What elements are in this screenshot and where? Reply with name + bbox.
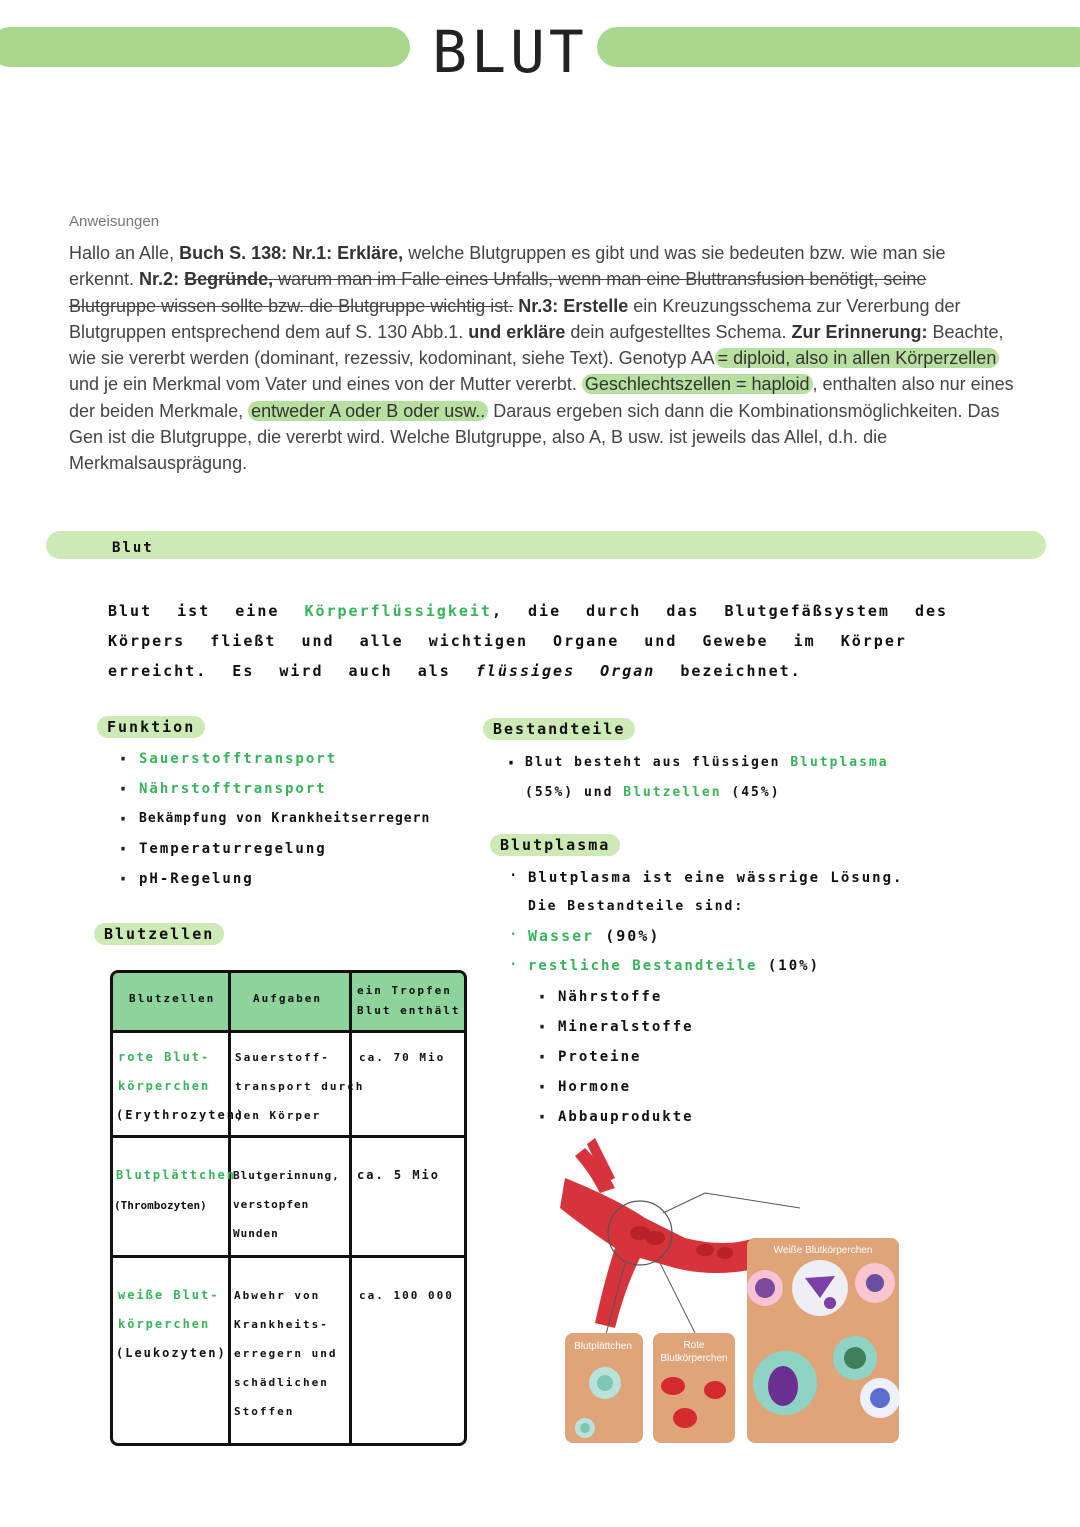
blutplasma-rest: restliche Bestandteile (10%) bbox=[528, 958, 821, 974]
table-cell: ca. 70 Mio bbox=[359, 1051, 446, 1064]
subitem: · Abbauprodukte bbox=[532, 1102, 782, 1132]
table-cell: (Erythrozyten) bbox=[116, 1108, 246, 1122]
label-red-cells-1: Rote bbox=[683, 1340, 705, 1351]
table-cell: (Thrombozyten) bbox=[114, 1199, 207, 1212]
heading-funktion: Funktion bbox=[97, 716, 205, 738]
table-cell: weiße Blut- körperchen bbox=[118, 1288, 220, 1331]
platelets-panel bbox=[565, 1333, 643, 1443]
white-blood-cells-panel bbox=[747, 1238, 900, 1443]
page-title: BLUT bbox=[432, 18, 588, 86]
blutplasma-wasser: Wasser (90%) bbox=[528, 927, 661, 945]
col-header: Aufgaben bbox=[253, 992, 322, 1005]
table-cell: ca. 100 000 bbox=[359, 1289, 454, 1302]
subitem: · Proteine bbox=[532, 1042, 782, 1072]
instructions-text: Hallo an Alle, Buch S. 138: Nr.1: Erkläre, welche Blutgruppen es gibt und was sie bedeuten bzw. wie man sie erkennt. Nr.2: Begründe, warum man im Falle eines Unfalls, wenn man eine Bluttransfusion benötigt, seine Blutgruppe wissen sollte bzw. die Blutgruppe wichtig ist. Nr.3: Erstelle ein Kreuzungsschema zur Vererbung der Blutgruppen entsprechend dem auf S. 130 Abb.1. und erkläre dein aufgestelltes Schema. Zur Erinnerung: Beachte, wie sie vererbt werden (dominant, rezessiv, kodominant, siehe Text). Genotyp AA = diploid, also in allen Körperzellen und je ein Merkmal vom Vater und eines von der Mutter vererbt. Geschlechtszellen = haploid , enthalten also nur eines der beiden Merkmale, entweder A oder B oder usw.. Daraus ergeben sich dann die Kombinationsmöglichkeiten. Das Gen ist die Blutgruppe, die vererbt wird. Welche Blutgruppe, also A, B usw. ist jeweils das Allel, d.h. die Merkmalsausprägung. bbox=[69, 243, 1014, 474]
table-cell: Sauerstoff- transport durch den Körper bbox=[235, 1051, 365, 1122]
funktion-item: · Bekämpfung von Krankheitserregern bbox=[113, 804, 483, 834]
col-header: ein Tropfen Blut enthält bbox=[357, 984, 461, 1017]
section-bar-blut bbox=[46, 531, 1046, 559]
blutplasma-line1: Blutplasma ist eine wässrige Lösung. bbox=[528, 870, 904, 886]
funktion-item: · pH-Regelung bbox=[113, 864, 483, 894]
header-bar-left bbox=[0, 27, 410, 67]
header-bar-right bbox=[597, 27, 1080, 67]
subitem: · Nährstoffe bbox=[532, 982, 782, 1012]
blood-illustration bbox=[555, 1138, 915, 1450]
table-cell: (Leukozyten) bbox=[116, 1346, 227, 1360]
heading-blutzellen: Blutzellen bbox=[94, 923, 224, 945]
section-title-blut: Blut bbox=[112, 540, 154, 556]
funktion-item: · Sauerstofftransport bbox=[113, 744, 483, 774]
highlight-haploid: Geschlechtszellen = haploid bbox=[582, 374, 813, 394]
heading-blutplasma: Blutplasma bbox=[490, 834, 620, 856]
label-white-cells: Weiße Blutkörperchen bbox=[773, 1245, 873, 1256]
table-cell: Blutplättchen bbox=[116, 1168, 236, 1182]
funktion-list bbox=[113, 744, 483, 894]
blutplasma-subitems bbox=[532, 982, 782, 1132]
instructions-label: Anweisungen bbox=[69, 213, 160, 230]
col-header: Blutzellen bbox=[129, 992, 216, 1005]
highlight-alleles: entweder A oder B oder usw.. bbox=[248, 401, 488, 421]
label-red-cells-2: Blutkörperchen bbox=[660, 1353, 728, 1364]
blut-definition: Blut ist eine Körperflüssigkeit, die durch das Blutgefäßsystem des Körpers fließt und alle wichtigen Organe und Gewebe im Körper erreicht. Es wird auch als flüssiges Organ bezeichnet. bbox=[108, 602, 949, 680]
blutplasma-line2: Die Bestandteile sind: bbox=[528, 899, 745, 914]
bestandteile-text: · Blut besteht aus flüssigen Blutplasma (55%) und Blutzellen (45%) bbox=[505, 751, 889, 800]
table-cell: ca. 5 Mio bbox=[357, 1168, 441, 1182]
subitem: · Hormone bbox=[532, 1072, 782, 1102]
highlight-diploid: = diploid, also in allen Körperzellen bbox=[715, 348, 1000, 368]
label-platelets: Blutplättchen bbox=[574, 1341, 632, 1352]
table-cell: rote Blut- körperchen bbox=[118, 1050, 211, 1093]
table-cell: Blutgerinnung, verstopfen Wunden bbox=[233, 1169, 340, 1240]
table-cell: Abwehr von Krankheits- erregern und schädlichen Stoffen bbox=[234, 1289, 338, 1418]
heading-bestandteile: Bestandteile bbox=[483, 718, 635, 740]
subitem: · Mineralstoffe bbox=[532, 1012, 782, 1042]
blutzellen-table bbox=[110, 970, 467, 1446]
funktion-item: · Nährstofftransport bbox=[113, 774, 483, 804]
funktion-item: · Temperaturregelung bbox=[113, 834, 483, 864]
red-blood-cells-panel bbox=[653, 1333, 735, 1443]
